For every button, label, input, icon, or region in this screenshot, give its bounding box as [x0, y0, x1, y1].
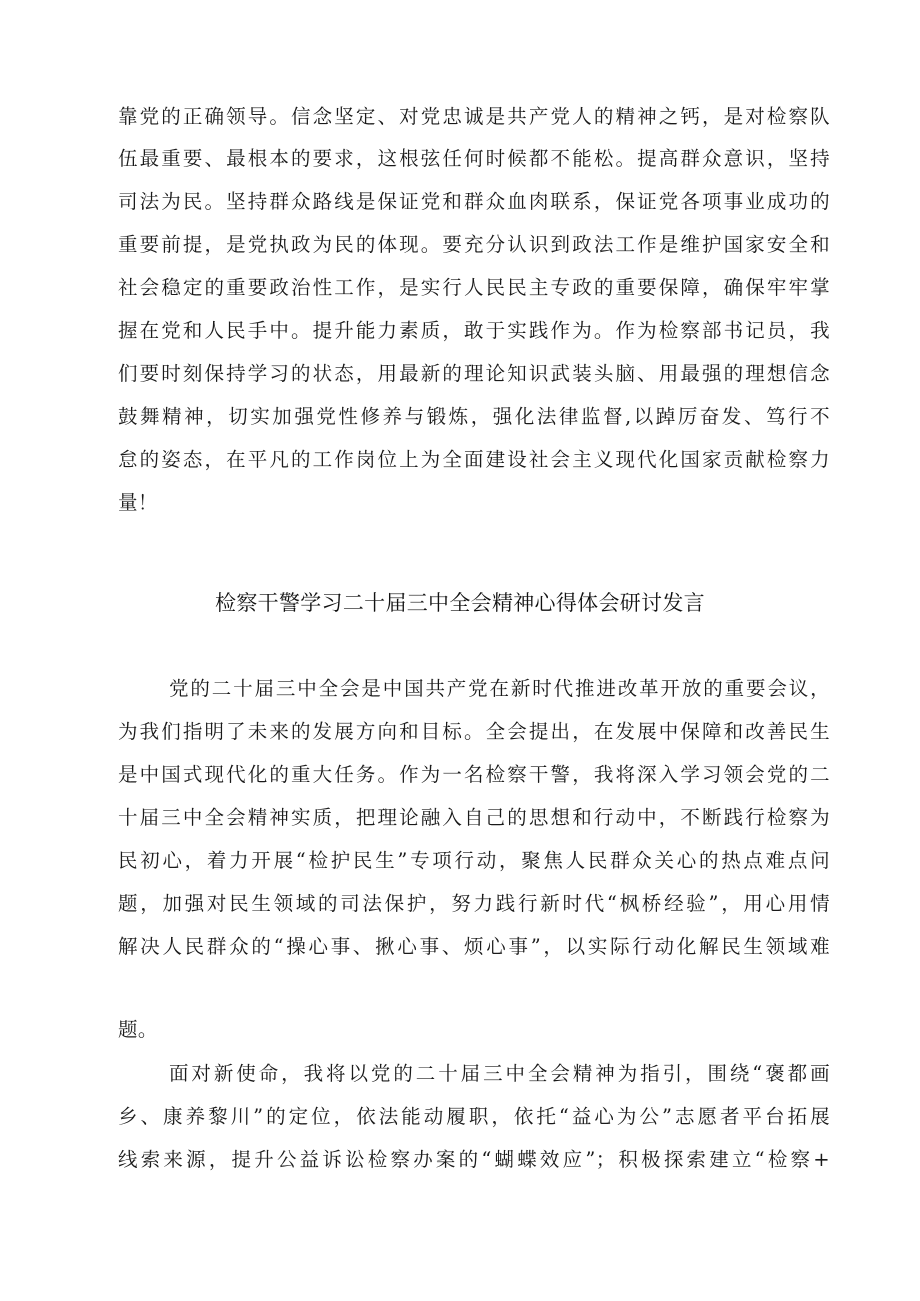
paragraph-3-line: 面对新使命，我将以党的二十届三中全会精神为指引，围绕“褒都画 [169, 1062, 830, 1085]
paragraph-2-line: 是中国式现代化的重大任务。作为一名检察干警，我将深入学习领会党的二 [118, 763, 830, 786]
paragraph-2-line: 为我们指明了未来的发展方向和目标。全会提出，在发展中保障和改善民生 [118, 720, 830, 743]
paragraph-1-line: 量！ [118, 491, 158, 514]
paragraph-2-line: 题，加强对民生领域的司法保护，努力践行新时代“枫桥经验”，用心用情 [118, 892, 830, 915]
paragraph-3-line: 乡、康养黎川”的定位，依法能动履职，依托“益心为公”志愿者平台拓展 [118, 1105, 830, 1128]
paragraph-1-line: 重要前提，是党执政为民的体现。要充分认识到政法工作是维护国家安全和 [118, 233, 830, 256]
paragraph-1-line: 握在党和人民手中。提升能力素质，敢于实践作为。作为检察部书记员，我 [118, 319, 830, 342]
paragraph-2-line: 党的二十届三中全会是中国共产党在新时代推进改革开放的重要会议， [169, 677, 830, 700]
paragraph-1-line: 鼓舞精神，切实加强党性修养与锻炼，强化法律监督,以踔厉奋发、笃行不 [118, 405, 830, 428]
paragraph-3-line: 线索来源，提升公益诉讼检察办案的“蝴蝶效应”；积极探索建立“检察+ [118, 1148, 830, 1171]
paragraph-1-line: 靠党的正确领导。信念坚定、对党忠诚是共产党人的精神之钙，是对检察队 [118, 105, 830, 128]
paragraph-1-line: 伍最重要、最根本的要求，这根弦任何时候都不能松。提高群众意识，坚持 [118, 147, 830, 170]
section-title: 检察干警学习二十届三中全会精神心得体会研讨发言 [215, 591, 705, 615]
paragraph-2-line: 民初心，着力开展“检护民生”专项行动，聚焦人民群众关心的热点难点问 [118, 849, 830, 872]
paragraph-1-line: 怠的姿态，在平凡的工作岗位上为全面建设社会主义现代化国家贡献检察力 [118, 448, 830, 471]
paragraph-1-line: 社会稳定的重要政治性工作，是实行人民民主专政的重要保障，确保牢牢掌 [118, 276, 830, 299]
paragraph-1-line: 们要时刻保持学习的状态，用最新的理论知识武装头脑、用最强的理想信念 [118, 362, 830, 385]
paragraph-2-line: 十届三中全会精神实质，把理论融入自己的思想和行动中，不断践行检察为 [118, 806, 830, 829]
paragraph-2-line: 题。 [118, 1018, 158, 1041]
paragraph-2-line: 解决人民群众的“操心事、揪心事、烦心事”，以实际行动化解民生领域难 [118, 935, 830, 958]
paragraph-1-line: 司法为民。坚持群众路线是保证党和群众血肉联系，保证党各项事业成功的 [118, 190, 830, 213]
